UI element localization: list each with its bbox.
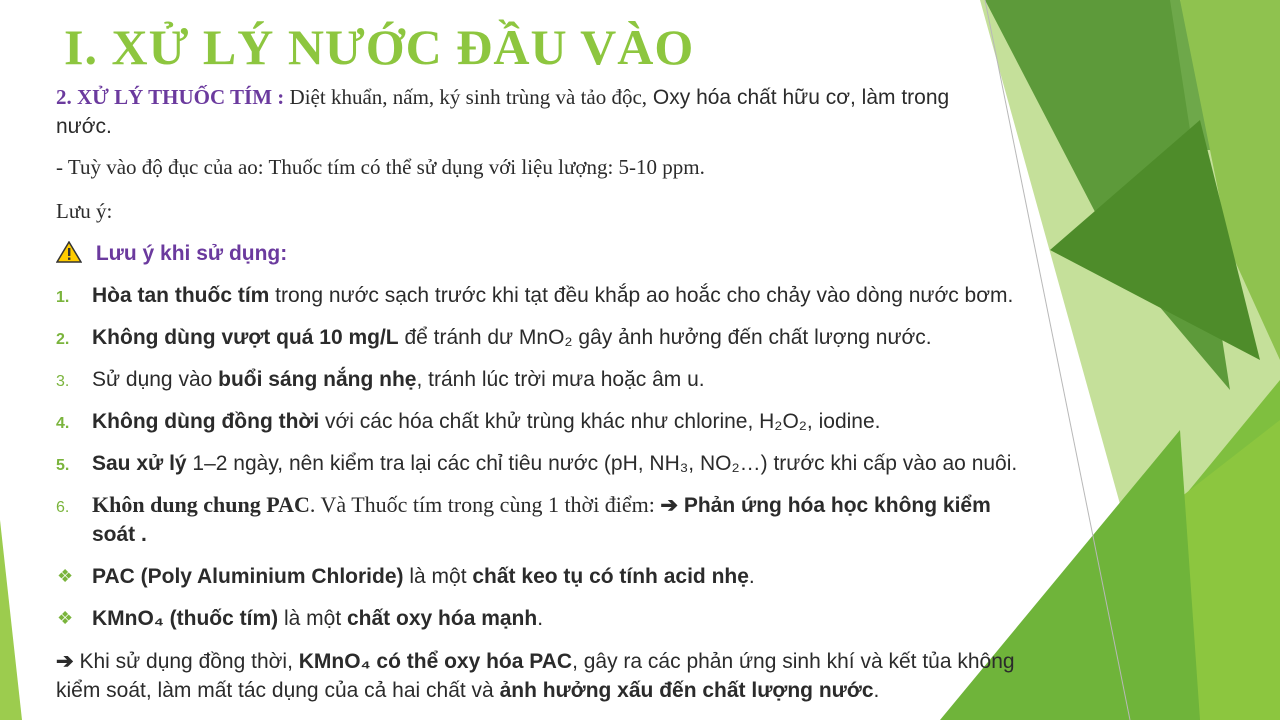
conclusion-text: Khi sử dụng đồng thời,: [73, 650, 299, 673]
bullet-bold: PAC (Poly Aluminium Chloride): [92, 565, 404, 588]
arrow-icon: ➔: [660, 494, 679, 517]
bullet-item: [92, 562, 755, 592]
conclusion-line-1: [56, 647, 1015, 677]
item-bold-cont: soát .: [92, 523, 147, 546]
conclusion-text: kiểm soát, làm mất tác dụng của cả hai chất và: [56, 679, 500, 702]
conclusion-bold: KMnO₄ có thể oxy hóa PAC: [298, 650, 573, 673]
bullet-bold2: chất oxy hóa mạnh: [347, 607, 538, 630]
item-number: 4.: [56, 415, 70, 432]
list-item: [92, 281, 1013, 311]
bullet-bold2: chất keo tụ có tính acid nhẹ: [472, 565, 749, 588]
diamond-bullet-icon: ❖: [57, 608, 74, 628]
item-bold-tail: Phản ứng hóa học không kiểm: [678, 494, 991, 517]
note-label: Lưu ý:: [56, 199, 113, 223]
dose-line: - Tuỳ vào độ đục của ao: Thuốc tím có thể sử dụng với liệu lượng: 5-10 ppm.: [56, 155, 705, 179]
item-text: với các hóa chất khử trùng khác như chlorine, H₂O₂, iodine.: [319, 410, 881, 433]
slide-title: I. XỬ LÝ NƯỚC ĐẦU VÀO: [64, 19, 695, 75]
section-heading: 2. XỬ LÝ THUỐC TÍM :: [56, 85, 285, 109]
item-serif-bold: Khôn dung chung PAC: [92, 492, 310, 517]
list-item: [92, 323, 932, 353]
section-desc-serif: Diệt khuẩn, nấm, ký sinh trùng và tảo độc,: [284, 85, 648, 109]
item-bold: Hòa tan thuốc tím: [92, 284, 270, 307]
item-bold: Không dùng đồng thời: [92, 410, 320, 433]
item-text: 1–2 ngày, nên kiểm tra lại các chỉ tiêu nước (pH, NH₃, NO₂…) trước khi cấp vào ao nuôi.: [186, 452, 1018, 475]
item-text: để tránh dư MnO₂ gây ảnh hưởng đến chất lượng nước.: [398, 326, 932, 349]
bullet-mid: là một: [278, 607, 347, 630]
item-text: trong nước sạch trước khi tạt đều khắp ao hoắc cho chảy vào dòng nước bơm.: [269, 284, 1014, 307]
diamond-bullet-icon: ❖: [57, 566, 74, 586]
section-line: [56, 82, 949, 113]
section-desc-sans: Oxy hóa chất hữu cơ, làm trong: [647, 86, 950, 109]
bullet-bold: KMnO₄ (thuốc tím): [92, 607, 279, 630]
item-bold: buổi sáng nắng nhẹ: [218, 368, 417, 391]
arrow-icon: ➔: [56, 650, 74, 673]
item-number: 3.: [56, 373, 70, 390]
item-serif-text: . Và Thuốc tím trong cùng 1 thời điểm:: [309, 492, 661, 517]
list-item: [92, 449, 1017, 479]
item-number: 6.: [56, 499, 70, 516]
warning-text: Lưu ý khi sử dụng:: [95, 242, 288, 265]
item-text: , tránh lúc trời mưa hoặc âm u.: [416, 368, 705, 391]
bullet-mid: là một: [403, 565, 473, 588]
conclusion-text: .: [873, 679, 880, 702]
bottom-left-green-shape: [0, 520, 22, 720]
item-bold: Sau xử lý: [92, 452, 187, 475]
list-item: [92, 365, 705, 395]
item-number: 1.: [56, 289, 70, 306]
item-pre: Sử dụng vào: [92, 368, 219, 391]
bullet-item: [92, 604, 543, 634]
section-desc-cont: nước.: [56, 115, 112, 138]
bullet-end: .: [748, 565, 755, 588]
item-bold: Không dùng vượt quá 10 mg/L: [92, 326, 399, 349]
item-number: 2.: [56, 331, 70, 348]
conclusion-line-2: [56, 676, 879, 706]
item-number: 5.: [56, 457, 70, 474]
warning-line: [56, 239, 287, 269]
list-item: [92, 490, 991, 521]
list-item: [92, 407, 881, 437]
bullet-end: .: [537, 607, 544, 630]
conclusion-text: , gây ra các phản ứng sinh khí và kết tủa không: [572, 650, 1015, 673]
warning-triangle-icon: [56, 241, 82, 263]
conclusion-bold: ảnh hưởng xấu đến chất lượng nước: [499, 679, 874, 702]
